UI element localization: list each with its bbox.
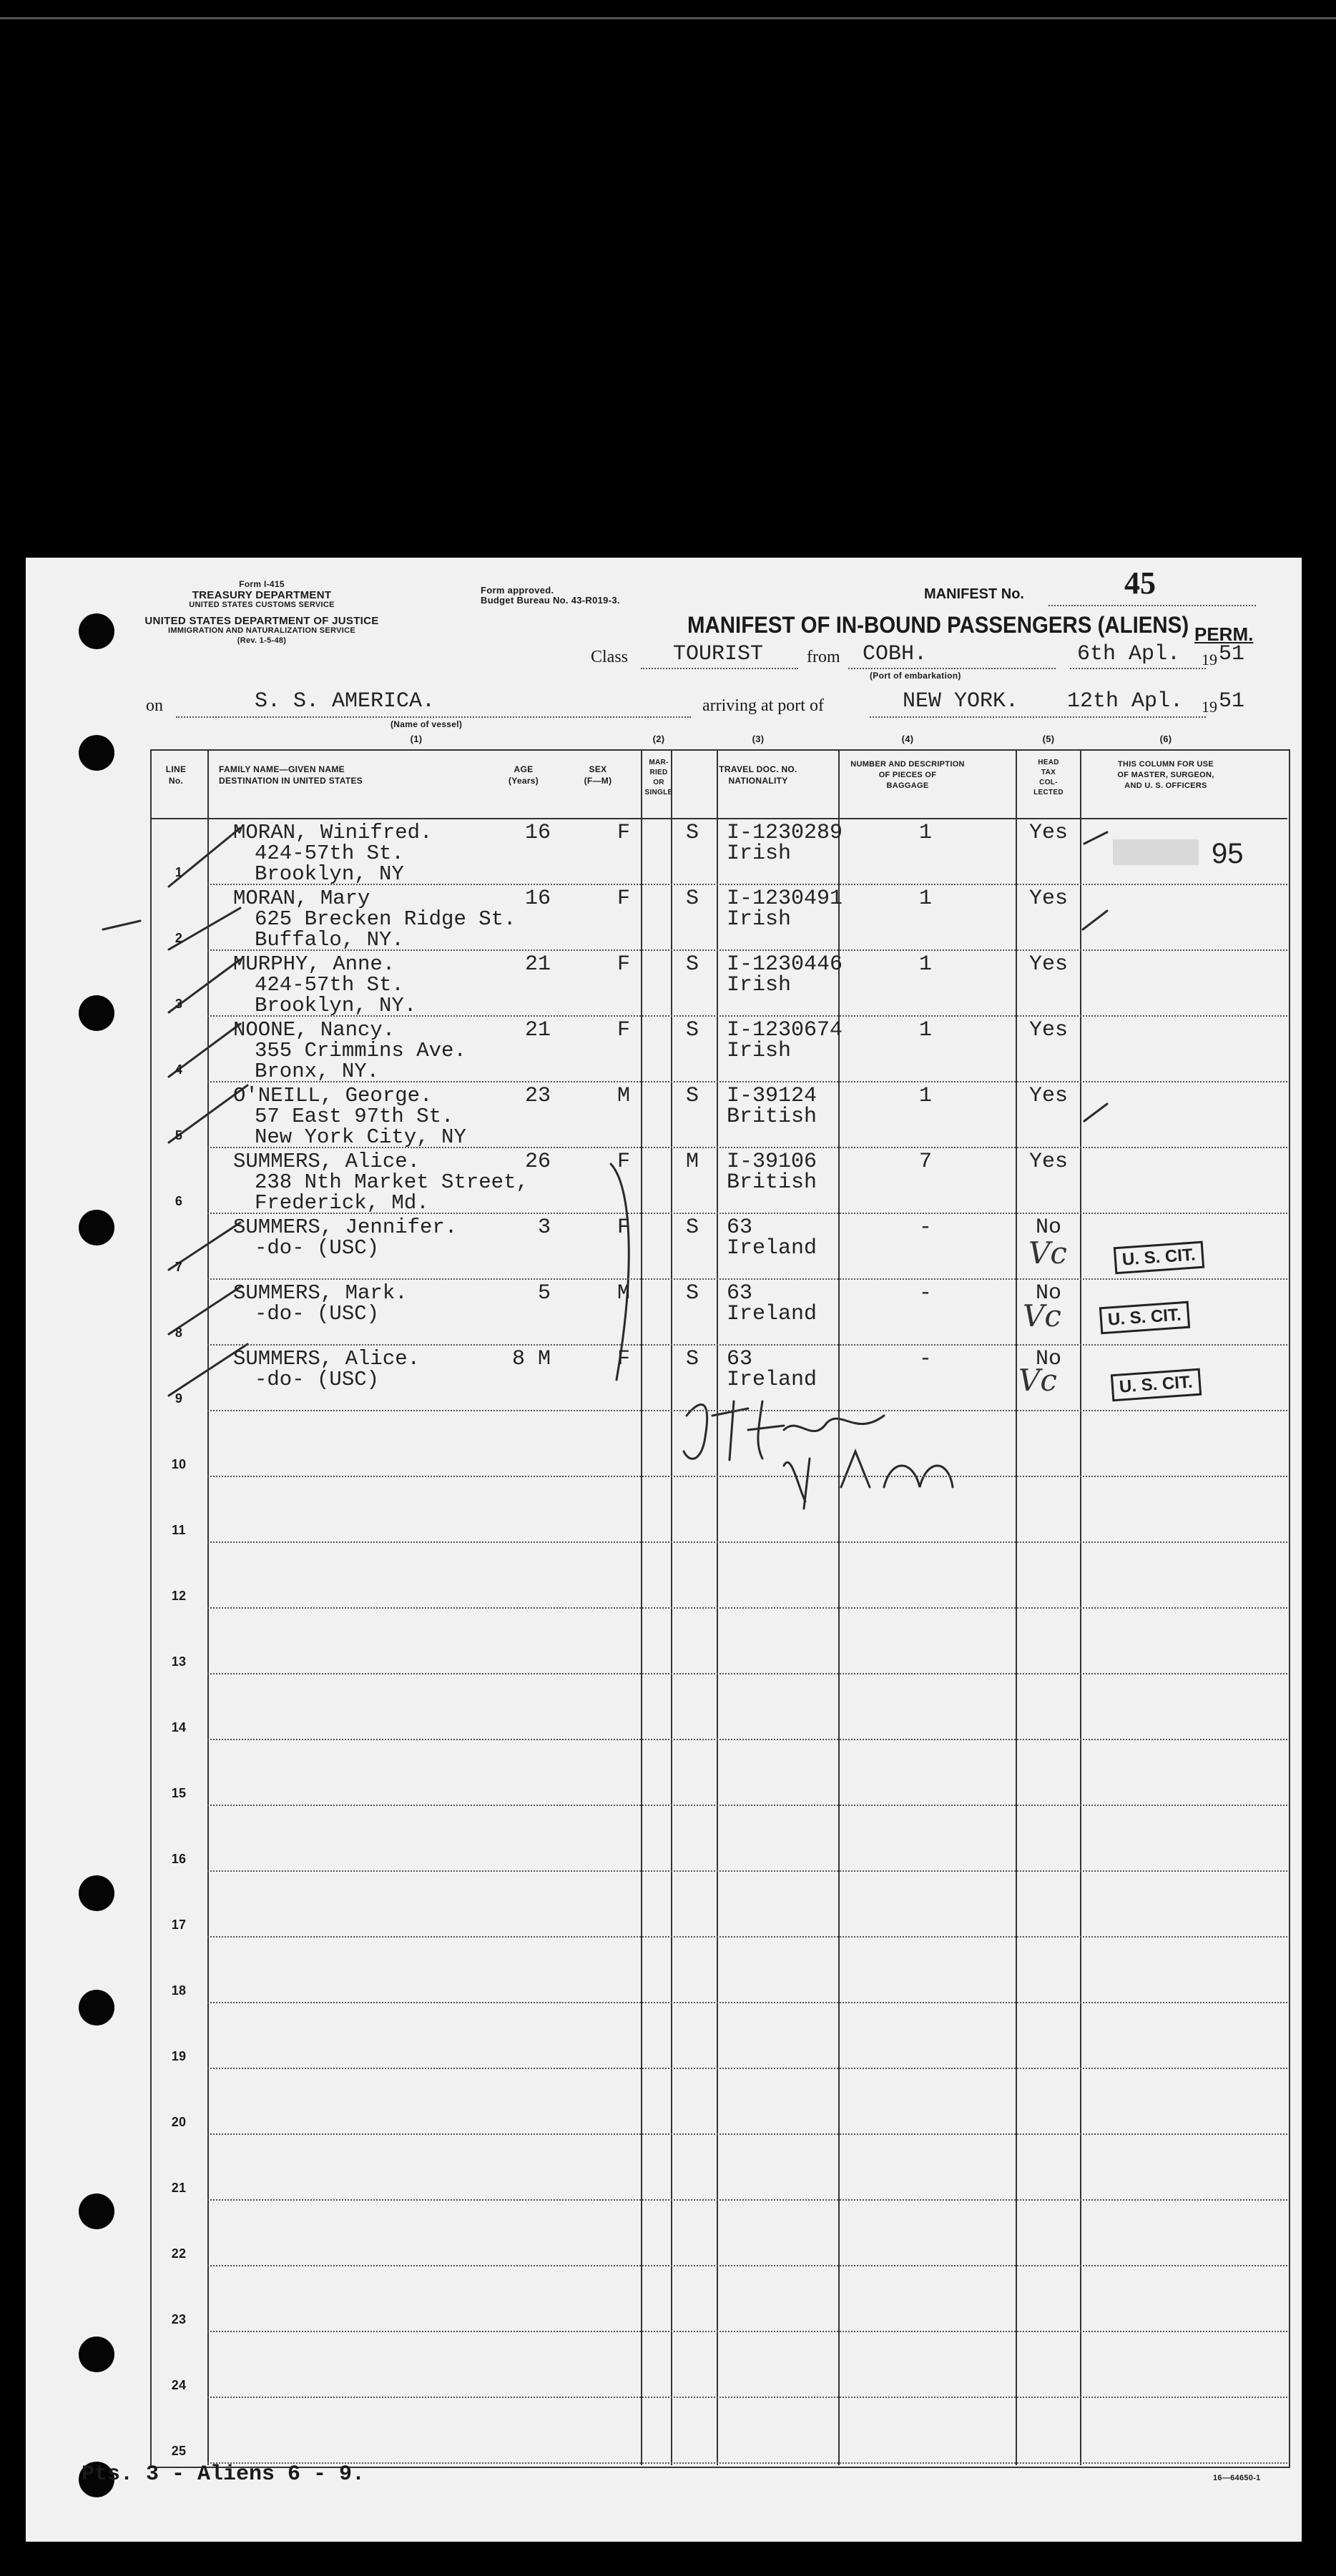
passenger-destination: Buffalo, NY. [255,928,404,952]
passenger-destination: Brooklyn, NY. [255,994,417,1017]
passenger-destination: 355 Crimmins Ave. [255,1039,466,1062]
check-stroke [1084,1104,1107,1121]
dept-customs: UNITED STATES CUSTOMS SERVICE [189,601,335,609]
line-number: 15 [171,1786,187,1800]
line-number: 10 [171,1457,187,1471]
passenger-marital: S [685,1084,699,1108]
passenger-destination: 238 Nth Market Street, [255,1170,529,1194]
line-number: 1 [175,865,183,879]
passenger-marital: S [685,887,699,911]
line-number: 17 [171,1918,187,1932]
row-divider [207,1410,1287,1411]
line-number: 16 [171,1852,187,1866]
passenger-destination: -do- (USC) [255,1236,380,1260]
handwriting-overlay [26,558,1302,2542]
signature-stroke [684,1405,707,1459]
header-travel: TRAVEL DOC. NO. NATIONALITY [719,764,797,786]
header-divider [150,818,1287,819]
passenger-destination: 57 East 97th St. [255,1105,454,1128]
year-prefix-2: 19 [1202,698,1217,716]
passenger-nationality: Irish [727,842,792,866]
us-citizen-stamp: U. S. CIT. [1114,1241,1204,1275]
budget-bureau: Budget Bureau No. 43-R019-3. [481,595,620,606]
vessel-label: (Name of vessel) [391,719,463,729]
passenger-age: 5 [537,1281,551,1306]
travel-doc-number: I-39106 [727,1150,817,1174]
row-divider [207,1278,1287,1280]
passenger-name: MORAN, Mary [233,887,370,910]
passenger-sex: F [617,952,631,977]
header-age: AGE (Years) [508,764,539,786]
manifest-label: MANIFEST No. [924,586,1024,602]
line-number: 6 [175,1194,183,1208]
signature-stroke [841,1451,953,1487]
head-tax-collected: Yes [1028,1018,1069,1042]
line-number: 9 [175,1391,183,1406]
passenger-age: 21 [524,1018,551,1042]
header-tax: HEAD TAX COL- LECTED [1033,759,1064,796]
travel-doc-number: 63 [727,1347,753,1371]
line-number: 19 [171,2049,187,2063]
passenger-marital: S [685,1018,699,1042]
passenger-marital: M [685,1150,699,1174]
passenger-age: 26 [524,1150,551,1174]
passenger-destination: Brooklyn, NY [255,862,404,886]
baggage-count: 1 [918,887,933,911]
passenger-destination: 424-57th St. [255,973,404,997]
travel-doc-number: I-1230674 [727,1018,843,1042]
head-tax-collected: Yes [1028,887,1069,911]
row-divider [207,1805,1287,1806]
passenger-name: MORAN, Winifred. [233,821,433,844]
head-tax-collected: Yes [1028,1150,1069,1174]
col-number-3: (3) [752,734,765,744]
baggage-count: 7 [918,1150,933,1174]
header-officers: THIS COLUMN FOR USE OF MASTER, SURGEON, AND U. S. OFFICERS [1117,760,1214,790]
travel-doc-number: 63 [727,1281,753,1306]
col-number-6: (6) [1159,734,1172,744]
passenger-sex: F [617,1347,631,1371]
passenger-sex: M [617,1084,631,1108]
passenger-marital: S [685,1281,699,1306]
us-citizen-stamp: U. S. CIT. [1099,1301,1190,1335]
header-married: MAR- RIED OR SINGLE [644,759,673,796]
passenger-name: SUMMERS, Jennifer. [233,1215,458,1239]
year-suffix-1: 51 [1219,642,1245,666]
margin-mark [103,921,140,929]
head-tax-collected: Yes [1028,821,1069,845]
line-number: 24 [171,2378,187,2392]
baggage-count: 1 [918,1084,933,1108]
passenger-nationality: Irish [727,1039,792,1063]
passenger-sex: F [617,1150,631,1174]
row-divider [207,2002,1287,2003]
travel-doc-number: I-39124 [727,1084,817,1108]
col-number-5: (5) [1042,734,1055,744]
form-number: Form I-415 [239,579,285,589]
passenger-name: O'NEILL, George. [233,1084,433,1107]
line-number: 20 [171,2115,187,2129]
passenger-age: 3 [537,1215,551,1240]
line-number: 14 [171,1720,187,1734]
line-number: 13 [171,1654,187,1669]
header-line: LINE No. [165,764,187,786]
passenger-age: 16 [524,887,551,911]
travel-doc-number: I-1230491 [727,887,843,911]
row-divider [207,2462,1287,2464]
travel-doc-number: I-1230446 [727,952,843,977]
head-tax-collected: Yes [1028,952,1069,977]
travel-doc-number: I-1230289 [727,821,843,845]
passenger-sex: M [617,1281,631,1306]
passenger-marital: S [685,1347,699,1371]
totals-line: Pts. 3 - Aliens 6 - 9. [82,2462,365,2487]
baggage-count: 1 [918,821,933,845]
row-divider [207,2068,1287,2069]
row-divider [207,2199,1287,2201]
passenger-name: MURPHY, Anne. [233,952,396,976]
handwritten-vc-mark: Vc [1018,1363,1057,1398]
row-divider [207,1870,1287,1872]
passenger-nationality: Ireland [727,1236,817,1260]
row-divider [207,1344,1287,1346]
baggage-count: - [918,1347,933,1371]
row-divider [207,2331,1287,2332]
line-number: 25 [171,2444,187,2458]
year-suffix-2: 51 [1219,689,1245,714]
manifest-number: 45 [1124,566,1156,601]
port-embarkation-label: (Port of embarkation) [870,671,961,681]
line-number: 4 [175,1062,183,1077]
passenger-age: 21 [524,952,551,977]
passenger-marital: S [685,1215,699,1240]
header-sex: SEX (F—M) [584,764,612,786]
on-label: on [146,696,163,715]
passenger-marital: S [685,952,699,977]
manifest-sheet [26,558,1302,2542]
line-number: 8 [175,1326,183,1340]
class-label: Class [591,648,629,666]
line-number: 21 [171,2181,187,2195]
line-number: 23 [171,2312,187,2326]
row-divider [207,1739,1287,1740]
passenger-nationality: British [727,1105,817,1129]
baggage-count: 1 [918,952,933,977]
head-tax-collected: No [1035,1215,1062,1240]
from-label: from [807,648,840,666]
line-number: 5 [175,1128,183,1143]
line-number: 22 [171,2246,187,2261]
passenger-nationality: Ireland [727,1302,817,1326]
row-divider [207,1476,1287,1477]
check-stroke [1083,911,1107,929]
passenger-sex: F [617,1215,631,1240]
row-divider [207,1673,1287,1674]
handwritten-vc-mark: Vc [1023,1298,1061,1333]
passenger-destination: -do- (USC) [255,1302,380,1326]
vessel-name: S. S. AMERICA. [255,689,436,714]
arrival-date: 12th Apl. [1067,689,1184,714]
line-number: 18 [171,1983,187,1998]
signature-stroke [784,1459,810,1509]
passenger-marital: S [685,821,699,845]
passenger-sex: F [617,821,631,845]
row-divider [207,1936,1287,1938]
passenger-nationality: Irish [727,973,792,997]
arrival-port: NEW YORK. [903,689,1019,714]
arriving-label: arriving at port of [702,696,824,715]
departure-date: 6th Apl. [1077,642,1181,666]
officer-note: 95 [1212,838,1244,869]
dept-treasury: TREASURY DEPARTMENT [192,589,332,601]
col-number-4: (4) [901,734,914,744]
passenger-name: NOONE, Nancy. [233,1018,396,1042]
passenger-destination: 625 Brecken Ridge St. [255,907,516,931]
passenger-nationality: British [727,1170,817,1195]
form-code: 16—64650-1 [1213,2474,1261,2482]
line-number: 12 [171,1589,187,1603]
row-divider [207,2265,1287,2266]
form-approved: Form approved. [481,585,554,596]
passenger-age: 8 M [511,1347,551,1371]
year-prefix-1: 19 [1202,651,1217,668]
passenger-name: SUMMERS, Alice. [233,1150,421,1173]
passenger-destination: New York City, NY [255,1125,466,1149]
dept-ins: IMMIGRATION AND NATURALIZATION SERVICE [168,626,355,635]
top-rule [0,17,1336,19]
us-citizen-stamp: U. S. CIT. [1111,1368,1202,1402]
class-value: TOURIST [673,642,764,666]
line-number: 2 [175,931,183,945]
passenger-age: 16 [524,821,551,845]
head-tax-collected: No [1035,1347,1062,1371]
line-number: 11 [172,1523,186,1537]
baggage-count: 1 [918,1018,933,1042]
passenger-destination: -do- (USC) [255,1368,380,1391]
row-divider [207,2133,1287,2135]
passenger-name: SUMMERS, Alice. [233,1347,421,1371]
revision: (Rev. 1-5-48) [237,636,287,645]
dept-justice: UNITED STATES DEPARTMENT OF JUSTICE [144,615,379,627]
check-stroke [1084,832,1107,844]
passenger-destination: 424-57th St. [255,842,404,865]
from-value: COBH. [863,642,928,666]
head-tax-collected: Yes [1028,1084,1069,1108]
header-baggage: NUMBER AND DESCRIPTION OF PIECES OF BAGGAGE [850,760,965,790]
passenger-nationality: Ireland [727,1368,817,1392]
row-divider [207,1541,1287,1543]
row-divider [207,2397,1287,2398]
page-title: MANIFEST OF IN-BOUND PASSENGERS (ALIENS) [687,612,1189,638]
travel-doc-number: 63 [727,1215,753,1240]
col-number-2: (2) [652,734,665,744]
passenger-sex: F [617,1018,631,1042]
header-name: FAMILY NAME—GIVEN NAME DESTINATION IN UNITED STATES [219,764,363,786]
handwritten-vc-mark: Vc [1028,1235,1067,1270]
signature-stroke [784,1416,884,1431]
line-number: 7 [175,1260,183,1274]
passenger-nationality: Irish [727,907,792,932]
perm-label: PERM. [1194,623,1254,645]
passenger-destination: Bronx, NY. [255,1060,380,1083]
col-number-1: (1) [410,734,423,744]
passenger-age: 23 [524,1084,551,1108]
passenger-name: SUMMERS, Mark. [233,1281,408,1305]
row-divider [207,1607,1287,1609]
baggage-count: - [918,1215,933,1240]
head-tax-collected: No [1035,1281,1062,1306]
passenger-destination: Frederick, Md. [255,1191,429,1215]
line-number: 3 [175,997,183,1011]
passenger-sex: F [617,887,631,911]
baggage-count: - [918,1281,933,1306]
